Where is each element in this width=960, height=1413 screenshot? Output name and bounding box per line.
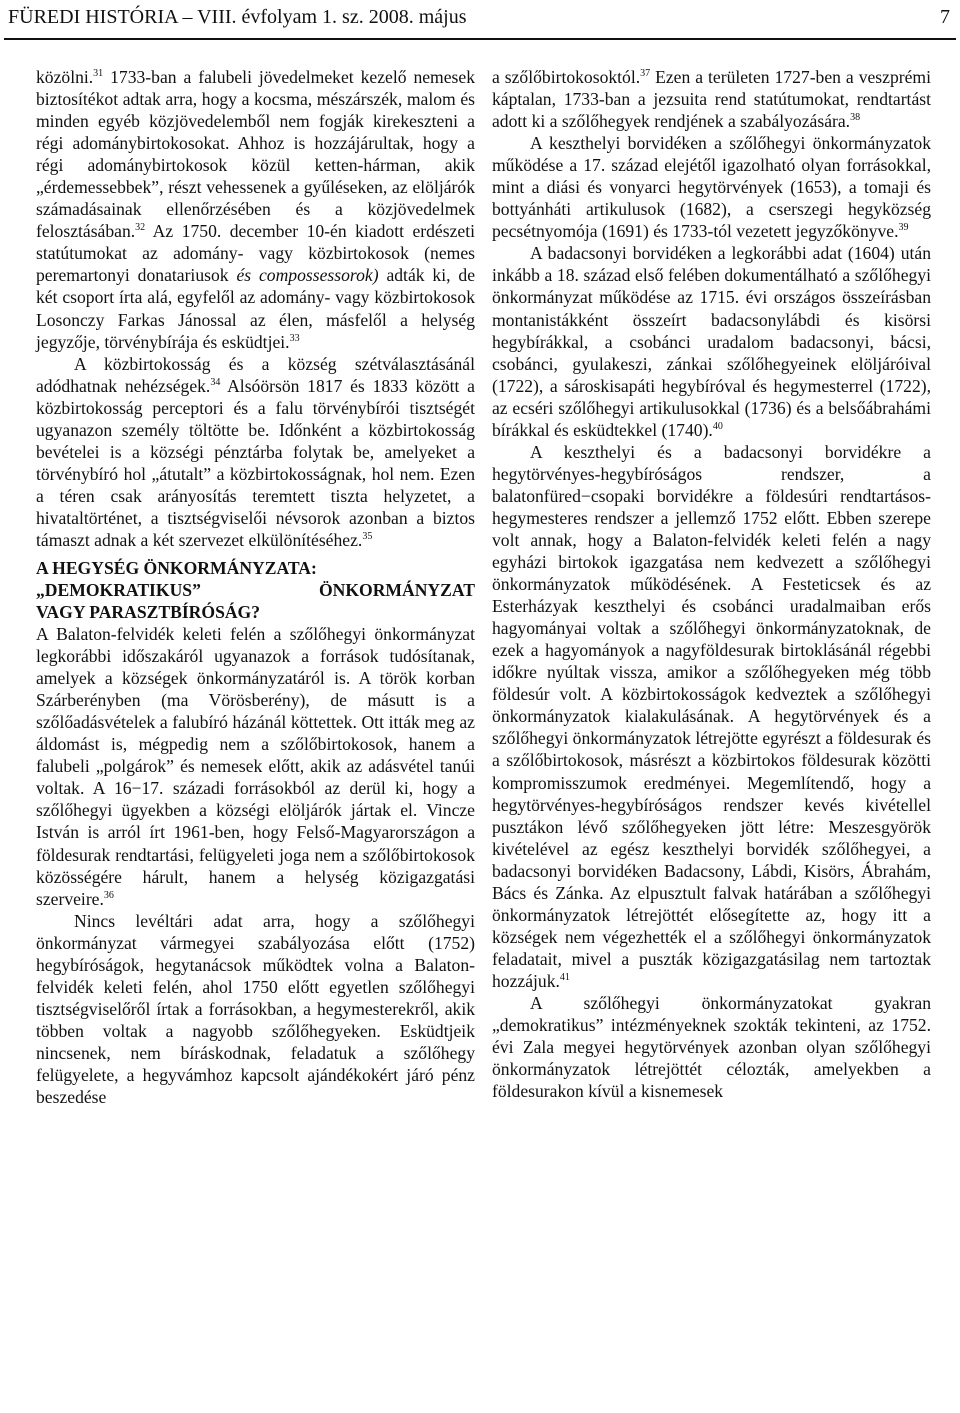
footnote-ref[interactable]: 40 bbox=[712, 420, 723, 432]
left-column bbox=[36, 66, 475, 1108]
footnote-ref[interactable]: 36 bbox=[103, 889, 114, 901]
paragraph: A keszthelyi borvidéken a szőlőhegyi önkormányzatok működése a 17. század elejétől igazolható olyan forrásokkal, mint a diási és vonyarci hegytörvények (1653), a tomaji és bottyánháti artikulusok (1682), a cserszegi hegyközség pecsétnyomója (1691) és 1733-tól vezetett jegyzőkönyve.$^{39}$ bbox=[492, 133, 931, 242]
footnote-ref[interactable]: 35 bbox=[362, 530, 373, 542]
paragraph: A keszthelyi és a badacsonyi borvidékre a hegytörvényes-hegybíróságos rendszer, a balatonfüred−csopaki borvidékre a földesúri rendtartásos-hegymesteres rendszer a jellemző 1752 előtt. Ebben szerepe volt annak, hogy a Balaton-felvidék keleti felén a nagy egyházi birtokok igazgatása nem kedvezett a szőlőhegyi önkormányzatok működésének. A Festeticsek és az Esterházyak keszthelyi és csobánci uradalmaiban erős hagyományai voltak a szőlőhegyi önkormányzatoknak, de ezek a hagyományok a nagyföldesurak birtoklásánál régebbi időkre nyúltak vissza, amikor a szőlőhegyeken még több földesúr volt. A közbirtokosságok kedveztek a szőlőhegyi önkormányzatok kialakulásának. A hegytörvények és a szőlőhegyi önkormányzatok létrejötte egyrészt a földesurak és a szőlőbirtokosok, másrészt a közbirtokos földesurak közötti kompromisszumok eredményei. Megemlítendő, hogy a hegytörvényes-hegybíróságos rendszer kevés kivétellel pusztákon lévő szőlőhegyeken jött létre: Meszesgyörök kivételével az egész keszthelyi borvidék szőlőhegyei, a badacsonyi borvidéken Badacsony, Lábdi, Kisörs, Ábrahám, Bács és Zánka. Az elpusztult falvak határában a szőlőhegyi önkormányzatok létrejöttét elősegítette az, hogy itt a községek nem végezhették el a szőlőhegyi önkormányzatok feladatait, mivel a puszták közigazgatásilag nem tartoztak hozzájuk.$^{41}$ bbox=[492, 441, 931, 991]
footnote-ref[interactable]: 38 bbox=[850, 112, 861, 124]
page-number: 7 bbox=[940, 6, 950, 28]
section-heading: A HEGYSÉG ÖNKORMÁNYZATA: „DEMOKRATIKUS” ÖNKORMÁNYZAT VAGY PARASZTBÍRÓSÁG? bbox=[36, 558, 475, 623]
paragraph: A badacsonyi borvidéken a legkorábbi adat (1604) után inkább a 18. század első felében dokumentálható a szőlőhegyi önkormányzat működése az 1715. évi országos összeírásban montanistákként összeírt badacsonylábdi és kisörsi hegybírákkal, a csobánci uradalom badacsonyi, bácsi, csobánci, gyulakeszi, zánkai szőlőhegyeinek elöljáróival (1722), a sároskisapáti hegybíróval és hegymesterrel (1722), az ecséri szőlőhegyi artikulusokkal (1736) és a belsőábrahámi bírákkal és esküdtekkel (1740).$^{40}$ bbox=[492, 243, 931, 440]
paragraph: közölni.$^{31}$ 1733-ban a falubeli jövedelmeket kezelő nemesek biztosítékot adtak arra, hogy a kocsma, mészárszék, malom és minden egyéb közjövedelemből nem fogják kirekeszteni a régi adománybirtokosokat. Ahhoz is hozzájárultak, hogy a régi adománybirtokosok közül ketten-hárman, akik „érdemessebbek”, részt vehessenek a gyűléseken, az elöljárók számadásainak ellenőrzésében és a közjövedelmek felosztásában.$^{32}$ Az 1750. december 10-én kiadott erdészeti statútumokat az adomány- vagy közbirtokosok (nemes peremartonyi donatariusok és compossessorok) adták ki, de két csoport írta alá, egyfelől az adomány- vagy közbirtokosok Losonczy Farkas Jánossal az élen, másfelől a helység jegyzője, törvénybírája és esküdtjei.$^{33}$ bbox=[36, 67, 475, 352]
footnote-ref[interactable]: 33 bbox=[289, 332, 300, 344]
right-column bbox=[492, 66, 931, 1102]
paragraph: A közbirtokosság és a község szétválasztásánál adódhatnak nehézségek.$^{34}$ Alsóörsön 1817 és 1833 között a közbirtokosság perceptori és a falu törvénybírói tisztségét ugyanazon személy töltötte be. Időnként a közbirtokosság bevételei is a községi pénztárba folytak be, amelyeket a törvénybíró hol „átutalt” a közbirtokosságnak, hol nem. Ezen a téren csak arányosítás teremtett tiszta helyzetet, a hivataltörténet, a tisztségviselői névsorok azonban a biztos támaszt adnak a két szervezet elkülönítéséhez.$^{35}$ bbox=[36, 353, 475, 550]
paragraph: A Balaton-felvidék keleti felén a szőlőhegyi önkormányzat legkorábbi időszakáról ugyanazok a források tudósítanak, amelyek a községek önkormányzatáról is. A török korban Szárberényben (ma Vörösberény), de másutt is a szőlőadásvételek a falubíró házánál köttettek. Ott itták meg az áldomást is, mégpedig nem a szőlőbirtokosok, hanem a falubeli „polgárok” és nemesek előtt, akik az adásvétel tanúi voltak. A 16−17. századi forrásokból az derül ki, hogy a szőlőhegyi ügyekben a községi elöljárók jártak el. Vincze István is arról írt 1961-ben, hogy Felső-Magyarországon a földesurak rendtartási, felügyeleti joga nem a szőlőbirtokosok közösségére hárult, hanem a helység közigazgatási szerveire.$^{36}$ bbox=[36, 624, 475, 909]
journal-title: FÜREDI HISTÓRIA – VIII. évfolyam 1. sz. 2008. május bbox=[8, 6, 467, 28]
footnote-ref[interactable]: 39 bbox=[898, 222, 909, 234]
footnote-ref[interactable]: 37 bbox=[640, 68, 651, 79]
running-header bbox=[4, 2, 956, 40]
footnote-ref[interactable]: 41 bbox=[559, 971, 570, 983]
footnote-ref[interactable]: 32 bbox=[135, 222, 146, 234]
footnote-ref[interactable]: 31 bbox=[93, 68, 104, 79]
paragraph: a szőlőbirtokosoktól.$^{37}$ Ezen a területen 1727-ben a veszprémi káptalan, 1733-ban a jezsuita rend statútumokat, rendtartást adott ki a szőlőhegyek rendjének a szabályozására.$^{38}$ bbox=[492, 67, 931, 132]
paragraph: A szőlőhegyi önkormányzatokat gyakran „demokratikus” intézményeknek szokták tekinteni, az 1752. évi Zala megyei hegytörvények azonban olyan szőlőhegyi önkormányzatok létrejöttét célozták, amelyekben a földesurakon kívül a kisnemesek bbox=[492, 992, 931, 1102]
footnote-ref[interactable]: 34 bbox=[210, 376, 221, 388]
paragraph: Nincs levéltári adat arra, hogy a szőlőhegyi önkormányzat vármegyei szabályozása előtt (1752) hegybíróságok, hegytanácsok működtek volna a Balaton-felvidék keleti felén, ahol 1750 előtt egyetlen szőlőhegyi tisztségviselőről írtak a forrásokban, a hegymesterekről, akik többen voltak a nagyobb szőlőhegyeken. Esküdtjeik nincsenek, nem bíráskodnak, feladatuk a szőlőhegy felügyelete, a hegyvámhoz kapcsolt ajándékokért járó pénz beszedése bbox=[36, 910, 475, 1108]
